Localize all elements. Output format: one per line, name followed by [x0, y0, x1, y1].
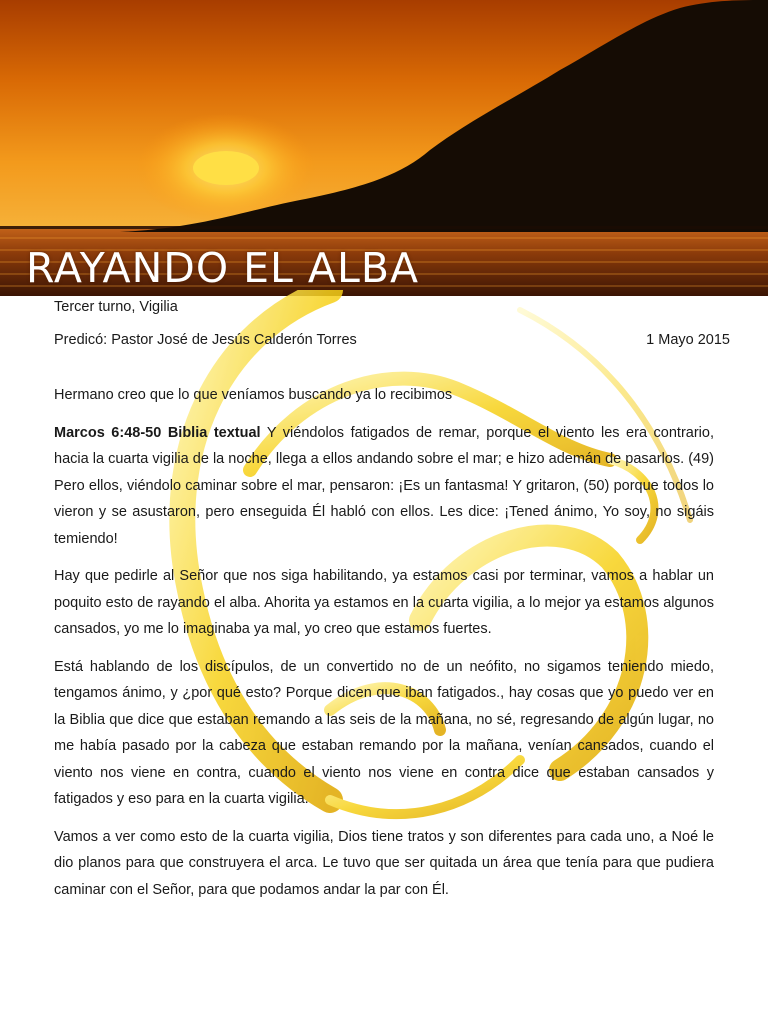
- banner-title: RAYANDO EL ALBA: [26, 244, 419, 292]
- sun-shape: [193, 151, 259, 185]
- meta-row: [54, 327, 730, 354]
- intro-line: Hermano creo que lo que veníamos buscando ya lo recibimos: [54, 387, 453, 403]
- body-paragraph-1: Hay que pedirle al Señor que nos siga habilitando, ya estamos casi por terminar, vamos a hablar un poquito esto de rayando el alba. Ahorita ya estamos en la cuarta vigilia, a lo mejor ya estamos algunos cansados, yo me lo imaginaba ya mal, yo creo que estamos fuertes.: [54, 568, 714, 637]
- scripture-paragraph: [54, 420, 714, 553]
- scripture-reference: Marcos 6:48-50 Biblia textual: [54, 424, 261, 441]
- document-body: [54, 294, 730, 903]
- document-subtitle: Tercer turno, Vigilia: [54, 299, 178, 315]
- sermon-date: 1 Mayo 2015: [646, 331, 730, 348]
- scripture-text: Y viéndolos fatigados de remar, porque el viento les era contrario, hacia la cuarta vigilia de la noche, llega a ellos andando sobre el mar; e hizo ademán de pasarlos. (49) Pero ellos, viéndolo caminar sobre el mar, pensaron: ¡Es un fantasma! Y gritaron, (50) porque todos lo vieron y se asustaron, pero enseguida Él habló con ellos. Les dice: ¡Tened ánimo, Yo soy, no sigáis temiendo!: [54, 424, 714, 547]
- body-paragraph-2: Está hablando de los discípulos, de un convertido no de un neófito, no sigamos teniendo miedo, tengamos ánimo, y ¿por qué esto? Porque dicen que iban fatigados., hay cosas que yo puedo ver en la Biblia que dice que estaban remando a las seis de la mañana, no sé, regresando de algún lugar, no me había pasado por la cabeza que estaban remando por la mañana, venían cansados, cuando el viento nos viene en contra, cuando el viento nos viene en contra dice que estaban cansados y fatigados y eso para en la cuarta vigilia.: [54, 658, 714, 807]
- preacher-line: Predicó: Pastor José de Jesús Calderón Torres: [54, 331, 357, 348]
- header-banner: [0, 0, 768, 296]
- body-paragraph-3: Vamos a ver como esto de la cuarta vigilia, Dios tiene tratos y son diferentes para cada uno, a Noé le dio planos para que construyera el arca. Le tuvo que ser quitada un área que tenía para que pudiera caminar con el Señor, para que podamos andar la par con Él.: [54, 828, 714, 898]
